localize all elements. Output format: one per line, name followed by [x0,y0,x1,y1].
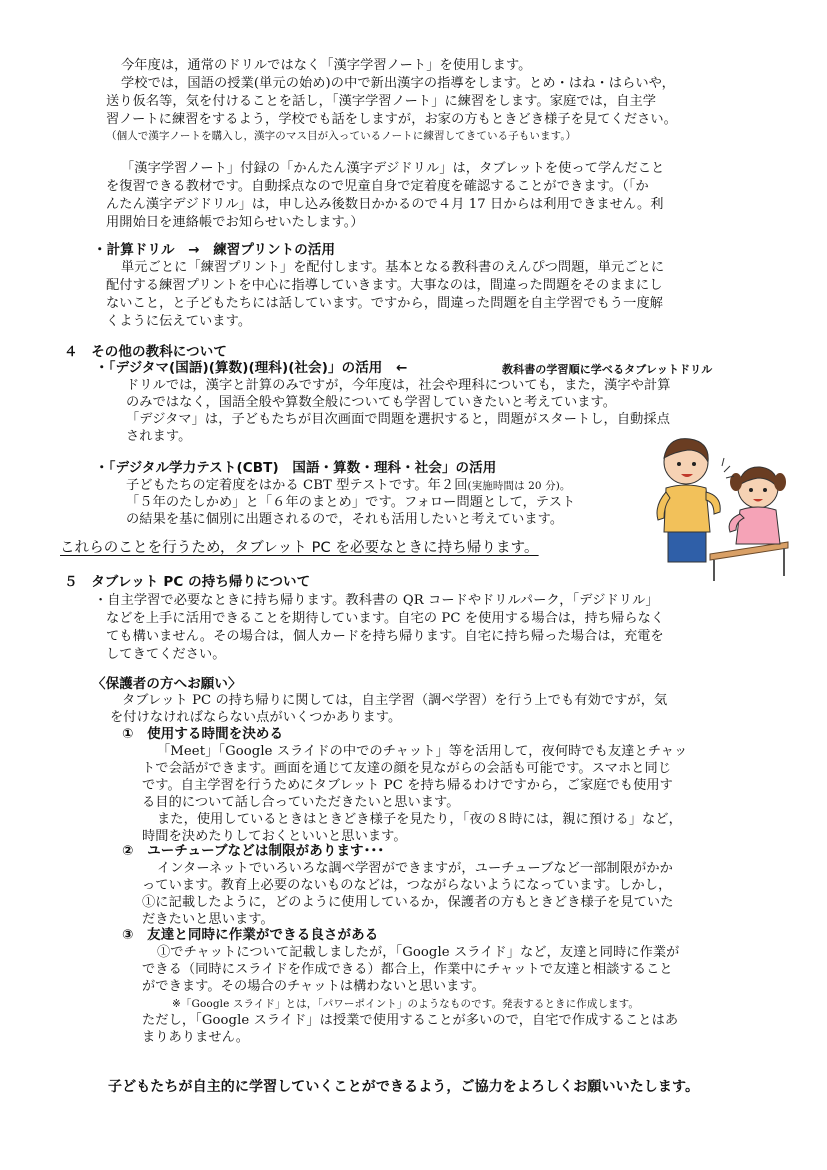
intro-line: を復習できる教材です。自動採点なので児童自身で定着度を確認することができます。（「か [106,179,649,194]
section-5-line: ・自主学習で必要なときに持ち帰ります。教科書の QR コードやドリルパーク，「デジドリル」 [94,593,659,608]
section-5-line: してきてください。 [106,647,226,662]
item-1-line: る目的について話し合っていただきたいと思います。 [142,795,460,810]
item-3-heading: ③ 友達と同時に作業ができる良さがある [122,927,379,943]
two-children-talking-illustration [650,436,790,581]
intro-line: 送り仮名等，気を付けることを話し，「漢字学習ノート」に練習をします。家庭では，自主学 [106,94,657,109]
item-3-line: まりありません。 [142,1030,250,1045]
intro-line: 今年度は，通常のドリルではなく「漢字学習ノート」を使用します。 [121,58,532,73]
intro-line: 「漢字学習ノート」付録の「かんたん漢字デジドリル」は，タブレットを使って学んだこと [121,161,665,176]
section-5-line: などを上手に活用できることを期待しています。自宅の PC を使用する場合は，持ち帰らなく [106,611,665,626]
section-4-line [126,477,571,495]
calc-line: ないこと，と子どもたちには話しています。ですから，間違った問題を自主学習でもう一度解 [106,296,664,311]
intro-line: んたん漢字デジドリル」は，申し込み後数日かかるので４月 17 日からは利用できません。利 [106,197,664,212]
section-4-heading: ４ その他の教科について [64,344,227,360]
item-3-note: ※「Google スライド」とは，「パワーポイント」のようなものです。発表するときに作成します。 [172,998,640,1010]
item-1-line: トで会話ができます。画面を通じて友達の顔を見ながらの会話も可能です。スマホと同じ [142,761,672,776]
intro-note: （個人で漢字ノートを購入し，漢字のマス目が入っているノートに練習してきている子もいます。） [106,130,577,142]
section-5-line: ても構いません。その場合は，個人カードを持ち帰ります。自宅に持ち帰った場合は，充電を [106,629,664,644]
item-2-line: だきたいと思います。 [142,912,274,927]
item-1-line: また，使用しているときはときどき様子を見たり，「夜の８時には，親に預ける」など， [157,812,682,827]
item-3-line: ①でチャットについて記載しましたが，「Google スライド」など，友達と同時に作業が [157,945,680,960]
calc-heading: ・計算ドリル → 練習プリントの活用 [93,242,336,258]
request-heading: 〈保護者の方へお願い〉 [92,676,242,692]
intro-line: 習ノートに練習をするよう，学校でも話をしますが，お家の方もときどき様子を見てください。 [106,112,677,127]
item-1-line: です。自主学習を行うためにタブレット PC を持ち帰るわけですから，ご家庭でも使用す [142,778,673,793]
calc-line: 単元ごとに「練習プリント」を配付します。基本となる教科書のえんぴつ問題，単元ごとに [121,260,665,275]
section-4-line: 「デジタマ」は，子どもたちが目次画面で問題を選択すると，問題がスタートし，自動採点 [126,412,670,427]
item-3-line: できる（同時にスライドを作成できる）都合上，作業中にチャットで友達と相談すること [142,962,673,977]
request-line: を付けなければならない点がいくつかあります。 [110,710,402,725]
section-4-sub1-heading: ・「デジタマ(国語)(算数)(理科)(社会)」の活用 ← [95,360,408,376]
item-3-line: ただし，「Google スライド」は授業で使用することが多いので，自宅で作成することはあ [142,1013,679,1028]
section-4-line: ドリルでは，漢字と計算のみですが，今年度は，社会や理科についても，また，漢字や計算 [126,378,671,393]
intro-line: 学校では，国語の授業(単元の始め)の中で新出漢字の指導をします。とめ・はね・はらいや， [121,76,675,91]
section-5-heading: ５ タブレット PC の持ち帰りについて [64,574,311,590]
item-2-line: インターネットでいろいろな調べ学習ができますが，ユーチューブなど一部制限がかか [157,861,673,876]
closing-message: 子どもたちが自主的に学習していくことができるよう，ご協力をよろしくお願いいたします。 [108,1079,700,1095]
section-4-line: 「５年のたしかめ」と「６年のまとめ」です。フォロー問題として，テスト [126,495,576,510]
item-1-line: 時間を決めたりしておくといいと思います。 [142,829,407,844]
section-4-line: の結果を基に個別に出題されるので，それも活用したいと考えています。 [126,512,564,527]
tablet-statement: これらのことを行うため，タブレット PC を必要なときに持ち帰ります。 [60,540,539,556]
sub2-note: (実施時間は 20 分)。 [467,480,571,492]
item-1-heading: ① 使用する時間を決める [122,726,284,742]
item-2-line: っています。教育上必要のないものなどは，つながらないようになっています。しかし， [142,878,672,893]
intro-line: 用開始日を連絡帳でお知らせいたします。） [106,215,364,230]
section-4-sub1-note: 教科書の学習順に学べるタブレットドリル [502,363,713,376]
item-2-line: ①に記載したように，どのように使用しているか，保護者の方もときどき様子を見ていた [142,895,674,910]
item-3-line: ができます。その場合のチャットは構わないと思います。 [142,979,485,994]
section-4-line: されます。 [126,429,192,444]
request-line: タブレット PC の持ち帰りに関しては，自主学習（調べ学習）を行う上でも有効ですが，気 [122,693,668,708]
sub2-text: 子どもたちの定着度をはかる CBT 型テストです。年２回 [126,478,468,493]
calc-line: 配付する練習プリントを中心に指導していきます。大事なのは，間違った問題をそのままにし [106,278,663,293]
section-4-line: のみではなく，国語全般や算数全般についても学習していきたいと考えています。 [126,395,617,410]
section-4-sub2-heading: ・「デジタル学力テスト(CBT) 国語・算数・理科・社会」の活用 [95,460,497,476]
item-2-heading: ② ユーチューブなどは制限があります･･･ [122,843,385,859]
calc-line: くように伝えています。 [106,314,252,329]
item-1-line: 「Meet」「Google スライドの中でのチャット」等を活用して，夜何時でも友達とチャッ [157,744,688,759]
